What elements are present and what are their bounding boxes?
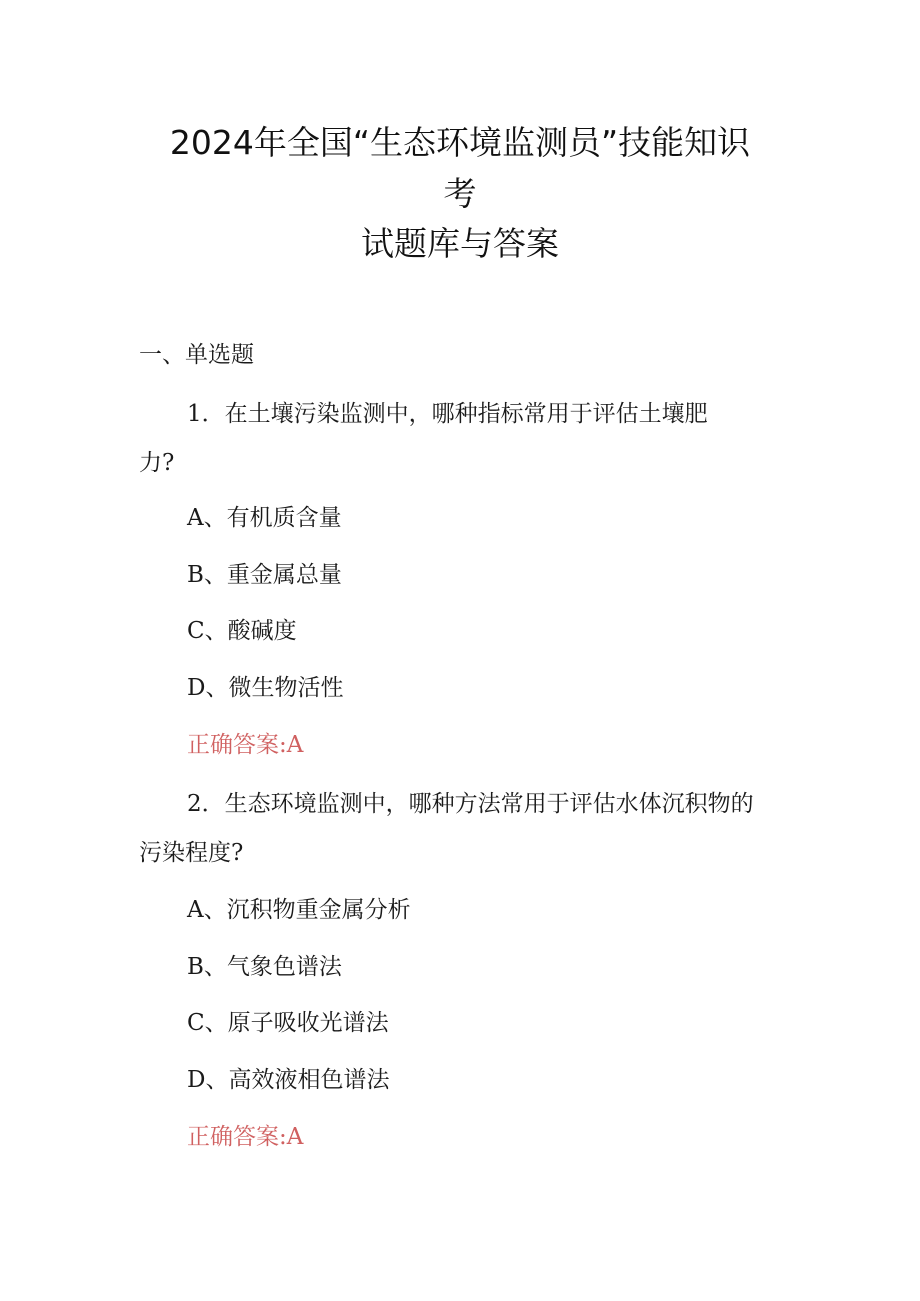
question-2-option-a: A、沉积物重金属分析 [187, 897, 411, 923]
question-2-answer: 正确答案:A [187, 1124, 304, 1150]
question-1-option-a: A、有机质含量 [187, 505, 342, 531]
question-2-option-b: B、气象色谱法 [187, 954, 342, 980]
question-1-option-c: C、酸碱度 [187, 618, 297, 644]
title-line-2: 考 [443, 174, 477, 213]
question-1-stem-line-1: 1．在土壤污染监测中，哪种指标常用于评估土壤肥 [187, 401, 708, 427]
question-2-stem-line-1: 2．生态环境监测中，哪种方法常用于评估水体沉积物的 [187, 791, 754, 817]
question-1-stem-line-2: 力? [139, 450, 175, 476]
question-2-stem-line-2: 污染程度? [139, 840, 244, 866]
question-2-option-c: C、原子吸收光谱法 [187, 1010, 389, 1036]
question-1-option-d: D、微生物活性 [187, 675, 344, 701]
title-line-3: 试题库与答案 [361, 224, 559, 263]
question-1-option-b: B、重金属总量 [187, 562, 342, 588]
title-line-1: 2024年全国“生态环境监测员”技能知识 [169, 123, 751, 162]
section-heading: 一、单选题 [139, 342, 254, 368]
question-1-answer: 正确答案:A [187, 732, 304, 758]
question-2-option-d: D、高效液相色谱法 [187, 1067, 390, 1093]
